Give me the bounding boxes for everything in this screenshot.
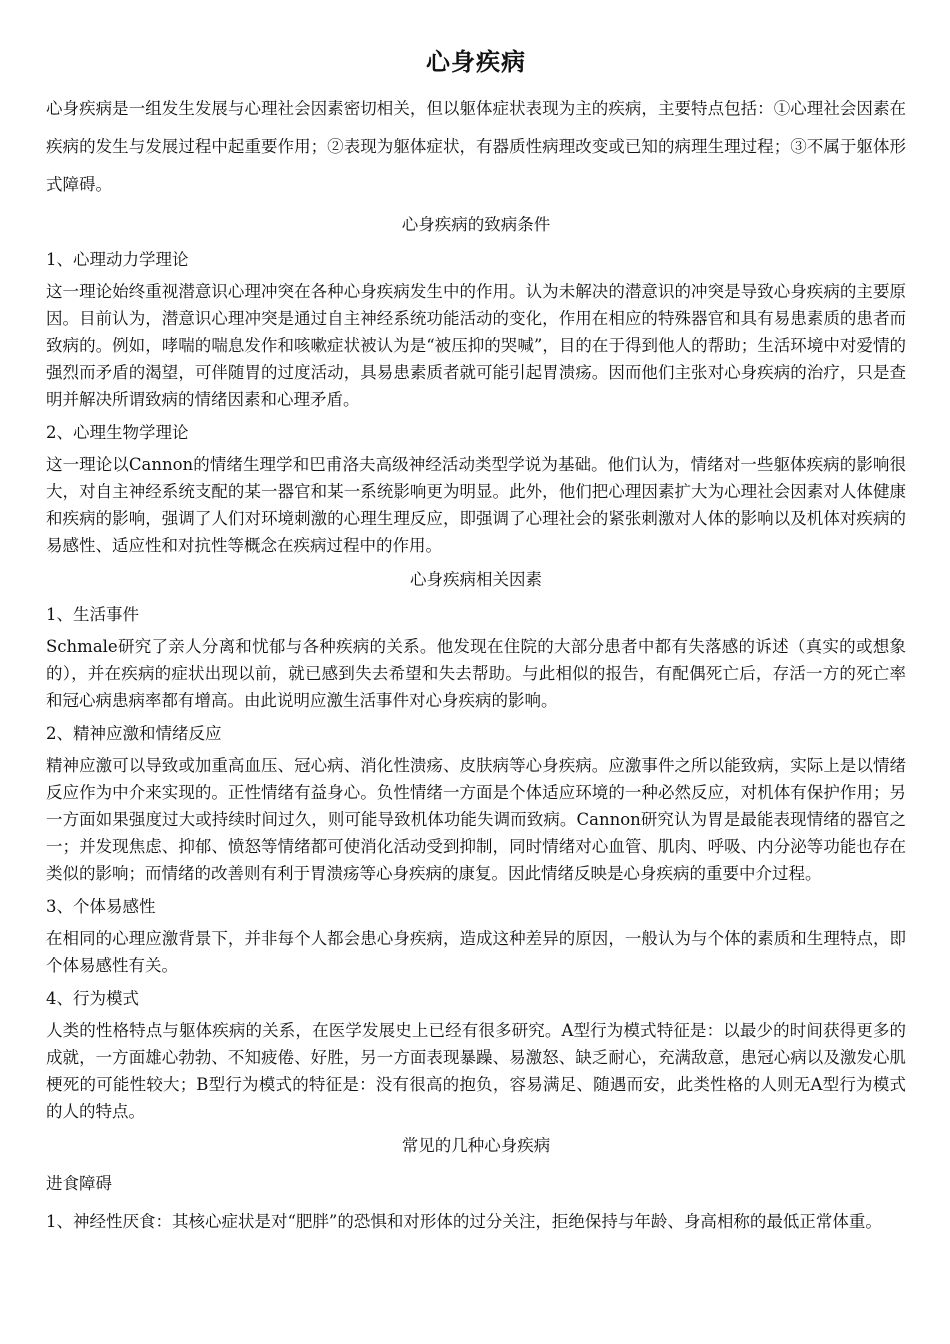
subheading-behavior-pattern: 4、行为模式 bbox=[46, 989, 139, 1008]
section-heading-common-diseases: 常见的几种心身疾病 bbox=[401, 1136, 551, 1155]
subheading-psychodynamic-theory: 1、心理动力学理论 bbox=[46, 250, 189, 269]
subheading-eating-disorders: 进食障碍 bbox=[46, 1174, 112, 1193]
paragraph-psychodynamic-theory: 这一理论始终重视潜意识心理冲突在各种心身疾病发生中的作用。认为未解决的潜意识的冲突是导致心身疾病的主要原因。目前认为，潜意识心理冲突是通过自主神经系统功能活动的变化，作用在相应的特殊器官和具有易患素质的患者而致病的。例如，哮喘的喘息发作和咳嗽症状被认为是“被压抑的哭喊”，目的在于得到他人的帮助；生活环境中对爱情的强烈而矛盾的渴望，可伴随胃的过度活动，具易患素质者就可能引起胃溃疡。因而他们主张对心身疾病的治疗，只是查明并解决所谓致病的情绪因素和心理矛盾。 bbox=[46, 282, 906, 409]
intro-paragraph: 心身疾病是一组发生发展与心理社会因素密切相关，但以躯体症状表现为主的疾病，主要特点包括：①心理社会因素在疾病的发生与发展过程中起重要作用；②表现为躯体症状，有器质性病理改变或已知的病理生理过程；③不属于躯体形式障碍。 bbox=[46, 99, 906, 194]
page-title: 心身疾病 bbox=[426, 47, 526, 76]
subheading-psychobiology-theory: 2、心理生物学理论 bbox=[46, 423, 189, 442]
section-heading-related-factors: 心身疾病相关因素 bbox=[410, 570, 542, 589]
paragraph-behavior-pattern: 人类的性格特点与躯体疾病的关系，在医学发展史上已经有很多研究。A型行为模式特征是：以最少的时间获得更多的成就，一方面雄心勃勃、不知疲倦、好胜，另一方面表现暴躁、易激怒、缺乏耐心，充满敌意，患冠心病以及激发心肌梗死的可能性较大；B型行为模式的特征是：没有很高的抱负，容易满足、随遇而安，此类性格的人则无A型行为模式的人的特点。 bbox=[46, 1021, 906, 1121]
paragraph-life-events: Schmale研究了亲人分离和忧郁与各种疾病的关系。他发现在住院的大部分患者中都有失落感的诉述（真实的或想象的），并在疾病的症状出现以前，就已感到失去希望和失去帮助。与此相似的报告，有配偶死亡后，存活一方的死亡率和冠心病患病率都有增高。由此说明应激生活事件对心身疾病的影响。 bbox=[46, 637, 906, 710]
paragraph-anorexia: 1、神经性厌食：其核心症状是对“肥胖”的恐惧和对形体的过分关注，拒绝保持与年龄、身高相称的最低正常体重。 bbox=[46, 1212, 882, 1231]
subheading-life-events: 1、生活事件 bbox=[46, 605, 139, 624]
paragraph-susceptibility: 在相同的心理应激背景下，并非每个人都会患心身疾病，造成这种差异的原因，一般认为与个体的素质和生理特点，即个体易感性有关。 bbox=[46, 929, 906, 975]
paragraph-psychobiology-theory: 这一理论以Cannon的情绪生理学和巴甫洛夫高级神经活动类型学说为基础。他们认为，情绪对一些躯体疾病的影响很大，对自主神经系统支配的某一器官和某一系统影响更为明显。此外，他们把心理因素扩大为心理社会因素对人体健康和疾病的影响，强调了人们对环境刺激的心理生理反应，即强调了心理社会的紧张刺激对人体的影响以及机体对疾病的易感性、适应性和对抗性等概念在疾病过程中的作用。 bbox=[46, 455, 906, 555]
section-heading-pathogenic-conditions: 心身疾病的致病条件 bbox=[401, 215, 551, 234]
subheading-susceptibility: 3、个体易感性 bbox=[46, 897, 156, 916]
subheading-stress-emotion: 2、精神应激和情绪反应 bbox=[46, 724, 222, 743]
paragraph-stress-emotion: 精神应激可以导致或加重高血压、冠心病、消化性溃疡、皮肤病等心身疾病。应激事件之所以能致病，实际上是以情绪反应作为中介来实现的。正性情绪有益身心。负性情绪一方面是个体适应环境的一种必然反应，对机体有保护作用；另一方面如果强度过大或持续时间过久，则可能导致机体功能失调而致病。Cannon研究认为胃是最能表现情绪的器官之一；并发现焦虑、抑郁、愤怒等情绪都可使消化活动受到抑制，同时情绪对心血管、肌肉、呼吸、内分泌等功能也存在类似的影响；而情绪的改善则有利于胃溃疡等心身疾病的康复。因此情绪反映是心身疾病的重要中介过程。 bbox=[46, 756, 906, 883]
